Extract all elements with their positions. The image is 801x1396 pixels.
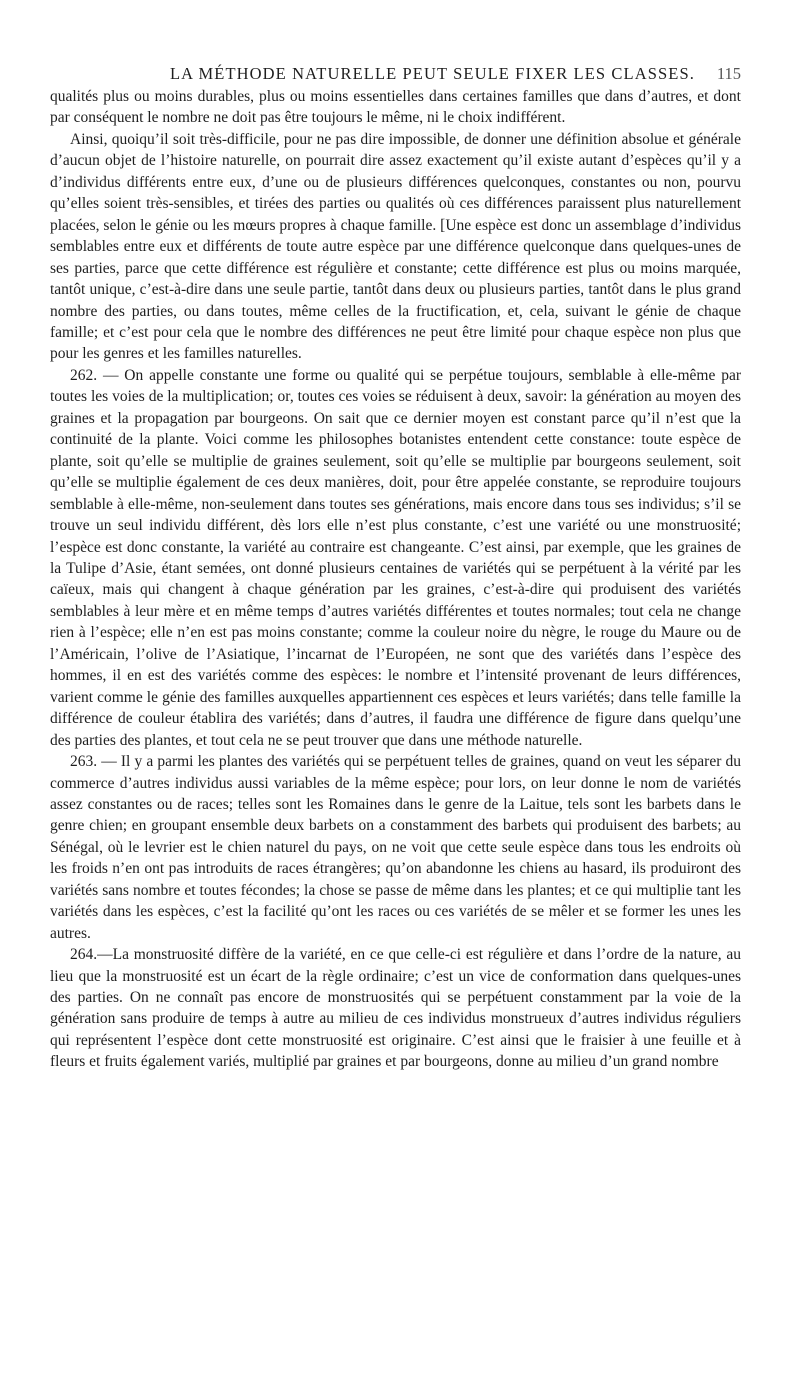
page-number: 115 — [716, 64, 741, 83]
chapter-title: LA MÉTHODE NATURELLE PEUT SEULE FIXER LES CLASSES. — [170, 64, 695, 83]
paragraph-264: 264.—La monstruosité diffère de la variété, en ce que celle-ci est régulière et dans l’ordre de la nature, au lieu que la monstruosité est un écart de la règle ordinaire; c’est un vice de conformation dans quelques-unes des parties. On ne connaît pas encore de monstruosités qui se perpétuent constamment par la voie de la génération sans produire de temps à autre au milieu de ces individus monstrueux d’autres individus réguliers qui représentent l’espèce dont cette monstruosité est originaire. C’est ainsi que le fraisier à une feuille et à fleurs et fruits également variés, multiplié par graines et par bourgeons, donne au milieu d’un grand nombre — [50, 946, 741, 1071]
paragraph-263: 263. — Il y a parmi les plantes des variétés qui se perpétuent telles de graines, quand on veut les séparer du commerce d’autres individus aussi variables de la même espèce; pour lors, on leur donne le nom de variétés assez constantes ou de races; telles sont les Romaines dans le genre de la Laitue, tels sont les barbets dans le genre chien; en groupant ensemble deux barbets on a constamment des barbets qui produisent des barbets; au Sénégal, où le levrier est le chien naturel du pays, on ne voit que cette seule espèce dans tous les endroits où les froids n’en ont pas introduits de races étrangères; qu’on abandonne les chiens au hasard, ils produiront des variétés sans nombre et toutes fécondes; la chose se passe de même dans les plantes; et ce qui multiplie tant les variétés dans les espèces, c’est la facilité qu’ont les races ou ces variétés de se mêler et se former les unes les autres. — [50, 753, 741, 942]
paragraph-continuation: qualités plus ou moins durables, plus ou moins essentielles dans certaines familles que dans d’autres, et dont par conséquent le nombre ne doit pas être toujours le même, ni le choix indifférent. — [50, 88, 741, 127]
running-header — [50, 64, 741, 86]
text-body — [50, 86, 741, 1073]
paragraph-species-definition: Ainsi, quoiqu’il soit très-difficile, pour ne pas dire impossible, de donner une définition absolue et générale d’aucun objet de l’histoire naturelle, on pourrait dire assez exactement qu’il existe autant d’espèces qu’il y a d’individus différents entre eux, d’une ou de plusieurs différences quelconques, constantes ou non, pourvu qu’elles soient très-sensibles, et tirées des parties ou qualités où ces différences paraissent plus naturellement placées, selon le génie ou les mœurs propres à chaque famille. [Une espèce est donc un assemblage d’individus semblables entre eux et différents de toute autre espèce par une différence quelconque dans quelques-unes de ses parties, parce que cette différence est régulière et constante; cette différence est plus ou moins marquée, tantôt unique, c’est-à-dire dans une seule partie, tantôt dans deux ou plusieurs parties, tantôt dans le plus grand nombre des parties, ou dans toutes, même celles de la fructification, et, cela, suivant le génie de chaque famille; et c’est pour cela que le nombre des différences ne peut être limité pour chaque espèce non plus que pour les genres et les familles naturelles. — [50, 130, 741, 363]
paragraph-262: 262. — On appelle constante une forme ou qualité qui se perpétue toujours, semblable à elle-même par toutes les voies de la multiplication; or, toutes ces voies se réduisent à deux, savoir: la génération au moyen des graines et la propagation par bourgeons. On sait que ce dernier moyen est constant parce qu’il n’est que la continuité de la plante. Voici comme les philosophes botanistes entendent cette constance: toute espèce de plante, soit qu’elle se multiplie de graines seulement, soit qu’elle se multiplie par bourgeons seulement, soit qu’elle se multiplie également de ces deux manières, doit, pour être appelée constante, se reproduire toujours semblable à elle-même, non-seulement dans toutes ses générations, mais encore dans tous ses individus; s’il se trouve un seul individu différent, dès lors elle n’est plus constante, c’est une variété ou une monstruosité; l’espèce est donc constante, la variété au contraire est changeante. C’est ainsi, par exemple, que les graines de la Tulipe d’Asie, étant semées, ont donné plusieurs centaines de variétés qui se perpétuent à la vérité par les caïeux, mais qui changent à chaque génération par les graines, c’est-à-dire qui produisent des variétés semblables à leur mère et en même temps d’autres variétés différentes et toutes normales; tout cela ne change rien à l’espèce; elle n’en est pas moins constante; comme la couleur noire du nègre, le rouge du Maure ou de l’Américain, l’olive de l’Asiatique, l’incarnat de l’Européen, ne sont que des variétés dans l’espèce des hommes, il en est des variétés comme des espèces: le nombre et l’intensité provenant de leurs différences, varient comme le génie des familles auxquelles appartiennent ces espèces et leurs variétés; dans telle famille la différence de couleur établira des variétés; dans d’autres, il faudra une différence de figure dans quelqu’une des parties des plantes, et tout cela ne se peut trouver que dans une méthode naturelle. — [50, 366, 741, 749]
